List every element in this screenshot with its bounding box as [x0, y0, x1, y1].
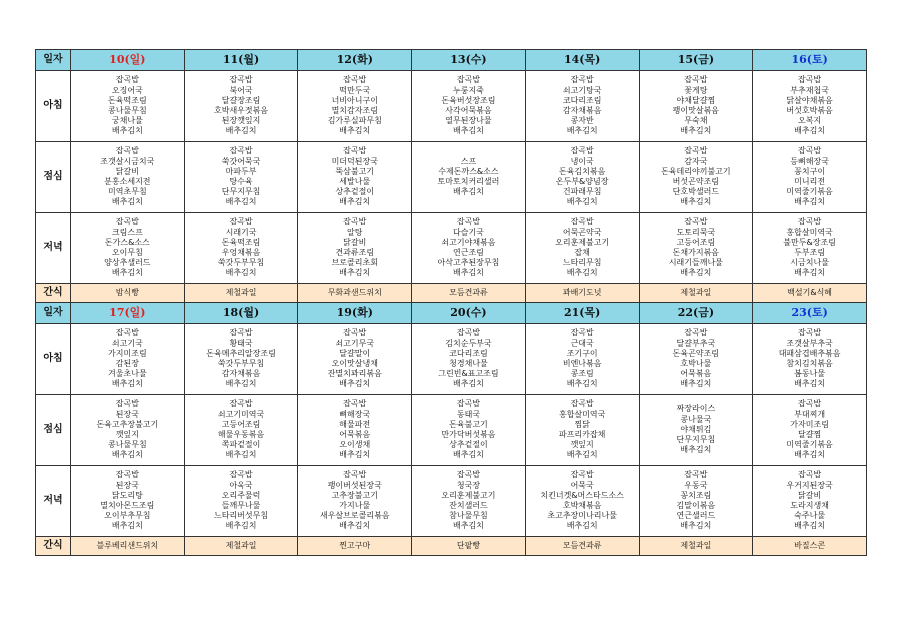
- day-header-sat: 16(토): [753, 50, 867, 71]
- menu-text: 잡곡밥 홍합살미역국 불만두&장조림 두부조림 시금치나물 배추김치: [783, 217, 836, 278]
- lunch-menu-mon: [184, 142, 298, 213]
- menu-text: 잡곡밥 근대국 조기구이 비엔나볶음 콩조림 배추김치: [562, 328, 602, 389]
- snack-label: 간식: [36, 284, 71, 303]
- snack-label: 간식: [36, 537, 71, 556]
- menu-text: 잡곡밥 오징어국 돈육떡조림 콩나물무침 궁채나물 배추김치: [108, 75, 147, 136]
- menu-text: 잡곡밥 도토리묵국 고등어조림 돈채가지볶음 시래기들깨나물 배추김치: [668, 217, 723, 278]
- lunch-menu-sat: [753, 395, 867, 466]
- day-header-fri: 15(금): [639, 50, 753, 71]
- menu-text: 잡곡밥 감자국 돈육데리야끼불고기 버섯곤약조림 단호박샐러드 배추김치: [661, 146, 731, 207]
- menu-text: 잡곡밥 부대찌개 가자미조림 달걀찜 미역줄기볶음 배추김치: [786, 399, 833, 460]
- snack-item-mon: 제철과일: [184, 284, 298, 303]
- lunch-menu-wed: [412, 142, 526, 213]
- breakfast-menu-wed: [412, 71, 526, 142]
- snack-item-thu: 꽈배기도넛: [525, 284, 639, 303]
- menu-text: 잡곡밥 크림스프 돈가스&소스 오이무침 양상추샐러드 배추김치: [104, 217, 151, 278]
- menu-text: 잡곡밥 김치순두부국 코다리조림 청경채나물 그린빈&표고조림 배추김치: [438, 328, 499, 389]
- menu-text: 잡곡밥 쇠고기국 가지미조림 감된장 겨울초나물 배추김치: [108, 328, 147, 389]
- menu-text: 잡곡밥 된장국 닭도리탕 멸치아몬드조림 오이부추무침 배추김치: [100, 470, 155, 531]
- menu-text: 잡곡밥 쇠고기탕국 코다리조림 감자채볶음 콩자반 배추김치: [562, 75, 602, 136]
- snack-item-wed: 단팥빵: [412, 537, 526, 556]
- dinner-menu-tue: [298, 466, 412, 537]
- menu-text: 잡곡밥 홍합살미역국 찜닭 파프리카잡채 깻잎지 배추김치: [558, 399, 606, 460]
- day-header-sun: 10(일): [71, 50, 185, 71]
- date-label: 일자: [36, 50, 71, 71]
- dinner-menu-sat: [753, 466, 867, 537]
- day-header-thu: 21(목): [525, 303, 639, 324]
- day-header-tue: 12(화): [298, 50, 412, 71]
- lunch-menu-mon: [184, 395, 298, 466]
- dinner-label: 저녁: [36, 466, 71, 537]
- snack-item-sun: 블루베리샌드위치: [71, 537, 185, 556]
- menu-text: 스프 수제돈까스&소스 토마토치커리샐러 배추김치: [437, 156, 500, 197]
- menu-text: 잡곡밥 팽이버섯된장국 고추장불고기 가지나물 새우살브로콜리볶음 배추김치: [319, 470, 390, 531]
- dinner-label: 저녁: [36, 213, 71, 284]
- day-header-wed: 13(수): [412, 50, 526, 71]
- menu-text: 잡곡밥 등뼈해장국 꽁치구이 미니리전 미역줄기볶음 배추김치: [786, 146, 833, 207]
- snack-row: [36, 537, 867, 556]
- day-header-mon: 11(월): [184, 50, 298, 71]
- day-header-wed: 20(수): [412, 303, 526, 324]
- menu-text: 잡곡밥 알탕 닭갈비 견과류조림 브로콜리초회 배추김치: [331, 217, 378, 278]
- day-header-sun: 17(일): [71, 303, 185, 324]
- snack-item-fri: 제철과일: [639, 284, 753, 303]
- snack-item-mon: 제철과일: [184, 537, 298, 556]
- menu-text: 잡곡밥 미더덕된장국 뚝삼불고기 세발나물 상추겉절이 배추김치: [331, 146, 378, 207]
- snack-item-tue: 찐고구마: [298, 537, 412, 556]
- lunch-menu-sun: [71, 395, 185, 466]
- dinner-menu-thu: [525, 213, 639, 284]
- menu-text: 잡곡밥 아욱국 오리주물럭 들깨무나물 느타리버섯무침 배추김치: [214, 470, 269, 531]
- snack-item-thu: 모듬견과류: [525, 537, 639, 556]
- menu-text: 잡곡밥 조갯살시금치국 닭갈비 분홍소세지전 미역초무침 배추김치: [100, 146, 155, 207]
- day-header-sat: 23(토): [753, 303, 867, 324]
- menu-text: 잡곡밥 조갯살부추국 대패삼겹배추볶음 참치김치볶음 봄동나물 배추김치: [778, 328, 841, 389]
- menu-text: 잡곡밥 달걀부추국 돈육곤약조림 호박나물 어묵볶음 배추김치: [672, 328, 720, 389]
- lunch-menu-fri: [639, 142, 753, 213]
- breakfast-menu-wed: [412, 324, 526, 395]
- menu-text: 잡곡밥 부추재첩국 닭살야채볶음 버섯호박볶음 오복지 배추김치: [786, 75, 833, 136]
- day-header-tue: 19(화): [298, 303, 412, 324]
- dinner-menu-wed: [412, 466, 526, 537]
- lunch-menu-thu: [525, 142, 639, 213]
- day-header-thu: 14(목): [525, 50, 639, 71]
- menu-text: 잡곡밥 동태국 돈육불고기 만가닥버섯볶음 상추겉절이 배추김치: [441, 399, 496, 460]
- menu-text: 잡곡밥 냉이국 돈육김치볶음 온두부&양념장 건파래무침 배추김치: [555, 146, 609, 207]
- dinner-row: [36, 466, 867, 537]
- dinner-menu-fri: [639, 466, 753, 537]
- date-label: 일자: [36, 303, 71, 324]
- breakfast-menu-thu: [525, 71, 639, 142]
- dinner-menu-wed: [412, 213, 526, 284]
- breakfast-menu-tue: [298, 71, 412, 142]
- lunch-menu-tue: [298, 142, 412, 213]
- snack-item-sat: 백설기&식혜: [753, 284, 867, 303]
- breakfast-label: 아침: [36, 324, 71, 395]
- lunch-row: [36, 142, 867, 213]
- lunch-row: [36, 395, 867, 466]
- menu-text: 잡곡밥 꽃게탕 야채달걀찜 팽이맛살볶음 무숙채 배추김치: [672, 75, 720, 136]
- dinner-menu-thu: [525, 466, 639, 537]
- breakfast-menu-thu: [525, 324, 639, 395]
- menu-text: 잡곡밥 어묵국 치킨너겟&머스타드소스 호박채볶음 초고추장미나리나물 배추김치: [540, 470, 624, 531]
- breakfast-row: [36, 71, 867, 142]
- menu-text: 잡곡밥 우동국 꽁치조림 김말이볶음 연근샐러드 배추김치: [676, 470, 716, 531]
- breakfast-row: [36, 324, 867, 395]
- menu-text: 잡곡밥 청국장 오리훈제불고기 잔치샐러드 참나물무침 배추김치: [441, 470, 496, 531]
- breakfast-menu-sun: [71, 324, 185, 395]
- breakfast-menu-tue: [298, 324, 412, 395]
- date-header-row: [36, 50, 867, 71]
- breakfast-label: 아침: [36, 71, 71, 142]
- menu-text: 잡곡밥 떡만두국 너비아니구이 멸치감자조림 김가루실파무침 배추김치: [327, 75, 382, 136]
- dinner-menu-sun: [71, 213, 185, 284]
- dinner-menu-mon: [184, 466, 298, 537]
- dinner-menu-sun: [71, 466, 185, 537]
- snack-item-fri: 제철과일: [639, 537, 753, 556]
- snack-item-sat: 바질스콘: [753, 537, 867, 556]
- menu-text: 잡곡밥 황태국 돈육메추리알장조림 쑥갓두부무침 감자채볶음 배추김치: [206, 328, 276, 389]
- menu-text: 잡곡밥 우거지된장국 닭갈비 도라지생채 숙주나물 배추김치: [786, 470, 833, 531]
- dinner-menu-sat: [753, 213, 867, 284]
- dinner-menu-mon: [184, 213, 298, 284]
- lunch-menu-sun: [71, 142, 185, 213]
- lunch-label: 점심: [36, 395, 71, 466]
- dinner-menu-tue: [298, 213, 412, 284]
- menu-text: 잡곡밥 된장국 돈육고추장불고기 깻잎지 콩나물무침 배추김치: [96, 399, 159, 460]
- dinner-menu-fri: [639, 213, 753, 284]
- menu-text: 잡곡밥 다슬기국 쇠고기야채볶음 연근조림 아삭고추된장무침 배추김치: [437, 217, 500, 278]
- breakfast-menu-fri: [639, 71, 753, 142]
- lunch-menu-fri: [639, 395, 753, 466]
- menu-text: 짜장라이스 콩나물국 야채튀김 단무지무침 배추김치: [676, 404, 716, 455]
- lunch-label: 점심: [36, 142, 71, 213]
- breakfast-menu-mon: [184, 71, 298, 142]
- meal-plan-table: [35, 49, 867, 556]
- date-header-row: [36, 303, 867, 324]
- breakfast-menu-sat: [753, 324, 867, 395]
- lunch-menu-wed: [412, 395, 526, 466]
- lunch-menu-thu: [525, 395, 639, 466]
- day-header-mon: 18(월): [184, 303, 298, 324]
- lunch-menu-tue: [298, 395, 412, 466]
- menu-text: 잡곡밥 북어국 달걀장조림 호박새우젓볶음 된장깻잎지 배추김치: [214, 75, 269, 136]
- menu-text: 잡곡밥 쇠고기무국 달걀말이 오이맛살냉채 잔멸치꽈리볶음 배추김치: [327, 328, 382, 389]
- snack-row: [36, 284, 867, 303]
- snack-item-wed: 모듬견과류: [412, 284, 526, 303]
- lunch-menu-sat: [753, 142, 867, 213]
- dinner-row: [36, 213, 867, 284]
- menu-text: 잡곡밥 어묵곤약국 오리훈제불고기 잡채 느타리무침 배추김치: [555, 217, 610, 278]
- day-header-fri: 22(금): [639, 303, 753, 324]
- menu-text: 잡곡밥 쇠고기미역국 고등어조림 해물우동볶음 쪽파겉절이 배추김치: [217, 399, 265, 460]
- menu-text: 잡곡밥 쑥갓어묵국 마파두부 탕수육 단무지무침 배추김치: [221, 146, 261, 207]
- breakfast-menu-sat: [753, 71, 867, 142]
- snack-item-sun: 밤식빵: [71, 284, 185, 303]
- breakfast-menu-mon: [184, 324, 298, 395]
- breakfast-menu-fri: [639, 324, 753, 395]
- menu-text: 잡곡밥 시래기국 돈육떡조림 우엉채볶음 쑥갓두부무침 배추김치: [217, 217, 265, 278]
- menu-text: 잡곡밥 뼈해장국 해물파전 어묵볶음 오이생채 배추김치: [339, 399, 371, 460]
- menu-text: 잡곡밥 누룽지죽 돈육버섯장조림 사각어묵볶음 열무된장나물 배추김치: [441, 75, 496, 136]
- breakfast-menu-sun: [71, 71, 185, 142]
- snack-item-tue: 무화과샌드위치: [298, 284, 412, 303]
